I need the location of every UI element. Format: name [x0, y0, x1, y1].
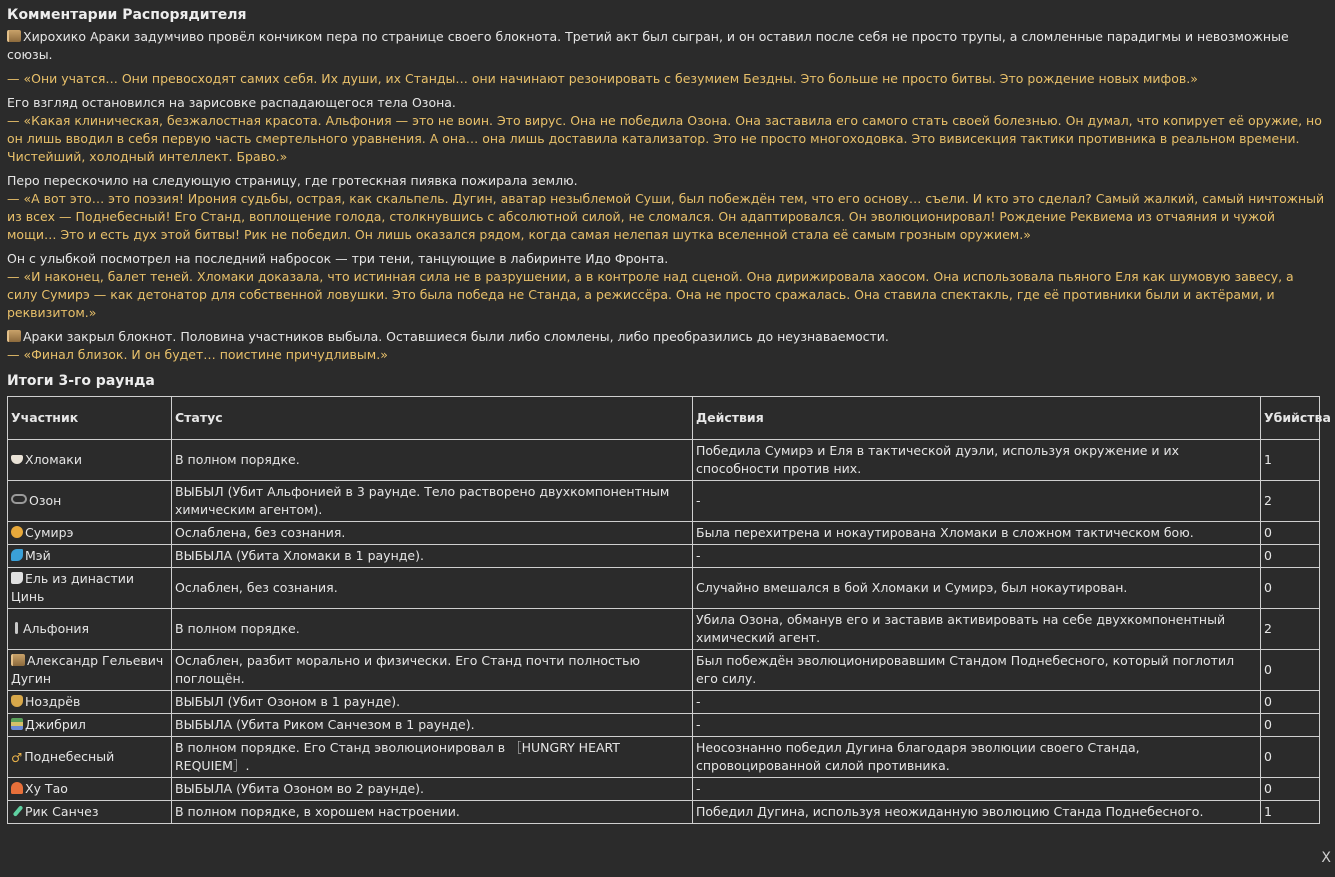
scroll-icon: [11, 654, 25, 666]
cell-status: Ослаблен, без сознания.: [172, 568, 693, 609]
table-title: Итоги 3-го раунда: [7, 373, 155, 389]
cell-name: Рик Санчез: [8, 801, 172, 824]
cell-name: Сумирэ: [8, 522, 172, 545]
table-row: [8, 778, 1320, 801]
cell-actions: -: [693, 481, 1261, 522]
cell-actions: Был побеждён эволюционировавшим Стандом Поднебесного, который поглотил его силу.: [693, 650, 1261, 691]
cell-kills: 0: [1261, 545, 1320, 568]
section-title: Комментарии Распорядителя: [7, 7, 247, 23]
cell-actions: Неосознанно победил Дугина благодаря эволюции своего Станда, спровоцированной силой противника.: [693, 737, 1261, 778]
header-actions: Действия: [693, 397, 1261, 440]
cell-kills: 0: [1261, 778, 1320, 801]
cell-actions: Победила Сумирэ и Еля в тактической дуэли, используя окружение и их способности против них.: [693, 440, 1261, 481]
male-icon: ♂: [11, 749, 23, 765]
mask-icon: [11, 695, 23, 707]
cell-status: Ослаблена, без сознания.: [172, 522, 693, 545]
narrative-para-2: Его взгляд остановился на зарисовке распадающегося тела Озона. — «Какая клиническая, безжалостная красота. Альфония — это не воин. Это вирус. Она не победила Озона. Она заставила его самого стать своей болезнью. Он думал, что копирует её оружие, но он лишь вводил в себя первую часть смертельного уравнения. А она… она лишь доставила катализатор. Это не просто многоходовка. Это вивисекция тактики противника в реальном времени. Чистейший, холодный интеллект. Браво.»: [7, 95, 1322, 164]
cell-kills: 0: [1261, 650, 1320, 691]
table-row: [8, 714, 1320, 737]
cell-actions: -: [693, 545, 1261, 568]
cell-actions: Случайно вмешался в бой Хломаки и Сумирэ, был нокаутирован.: [693, 568, 1261, 609]
glasses-icon: [11, 494, 27, 504]
cell-kills: 2: [1261, 481, 1320, 522]
cell-status: Ослаблен, разбит морально и физически. Его Станд почти полностью поглощён.: [172, 650, 693, 691]
narrative-para-3: Перо перескочило на следующую страницу, где гротескная пиявка пожирала землю. — «А вот это… это поэзия! Ирония судьбы, острая, как скальпель. Дугин, аватар незыблемой Суши, был побеждён тем, что его основу… съели. И кто это сделал? Самый жалкий, самый ничтожный из всех — Поднебесный! Его Станд, воплощение голода, столкнувшись с абсолютной силой, не сломался. Он адаптировался. Он эволюционировал! Рождение Реквиема из отчаяния и чужой мощи… Это и есть дух этой битвы! Рик не победил. Он лишь оказался рядом, когда самая нелепая шутка вселенной стала её самым грозным оружием.»: [7, 173, 1325, 242]
table-row: [8, 545, 1320, 568]
table-row: [8, 568, 1320, 609]
cell-status: В полном порядке.: [172, 609, 693, 650]
table-row: [8, 737, 1320, 778]
table-row: [8, 691, 1320, 714]
cell-actions: Победил Дугина, используя неожиданную эволюцию Станда Поднебесного.: [693, 801, 1261, 824]
table-row: [8, 609, 1320, 650]
narrative-para-4: Он с улыбкой посмотрел на последний набросок — три тени, танцующие в лабиринте Идо Фронта. — «И наконец, балет теней. Хломаки доказала, что истинная сила не в разрушении, а в контроле над сценой. Она дирижировала хаосом. Она использовала пьяного Еля как шумовую завесу, а силу Сумирэ — как детонатор для собственной ловушки. Это была победа не Станда, а режиссёра. Она не просто сражалась. Она ставила спектакль, где её противники были и актёрами, и реквизитом.»: [7, 251, 1294, 320]
cell-kills: 2: [1261, 609, 1320, 650]
table-row: [8, 650, 1320, 691]
cat-icon: [11, 526, 23, 538]
cell-name: Озон: [8, 481, 172, 522]
results-table: [7, 396, 1331, 824]
cell-kills: 1: [1261, 440, 1320, 481]
cell-status: В полном порядке, в хорошем настроении.: [172, 801, 693, 824]
pen-icon: [13, 805, 24, 817]
cell-status: ВЫБЫЛА (Убита Риком Санчезом в 1 раунде).: [172, 714, 693, 737]
books-icon: [11, 718, 23, 730]
table-row: [8, 481, 1320, 522]
cell-actions: -: [693, 778, 1261, 801]
header-participant: Участник: [8, 397, 172, 440]
table-row: [8, 801, 1320, 824]
cell-actions: -: [693, 714, 1261, 737]
table-row: [8, 522, 1320, 545]
cell-name: Александр Гельевич Дугин: [8, 650, 172, 691]
cell-status: ВЫБЫЛА (Убита Хломаки в 1 раунде).: [172, 545, 693, 568]
cell-name: Ель из династии Цинь: [8, 568, 172, 609]
cell-status: В полном порядке. Его Станд эволюционировал в ［HUNGRY HEART REQUIEM］.: [172, 737, 693, 778]
fork-icon: [15, 622, 18, 634]
narrative-para-1: Хирохико Араки задумчиво провёл кончиком пера по странице своего блокнота. Третий акт был сыгран, и он оставил после себя не просто трупы, а сломленные парадигмы и невозможные союзы.: [7, 29, 1289, 62]
scroll-icon: [7, 30, 21, 42]
cell-actions: -: [693, 691, 1261, 714]
cell-actions: Убила Озона, обманув его и заставив активировать на себе двухкомпонентный химический агент.: [693, 609, 1261, 650]
table-header-row: [8, 397, 1320, 440]
cell-name: Альфония: [8, 609, 172, 650]
narrative-quote-1: — «Они учатся… Они превосходят самих себя. Их души, их Станды… они начинают резонировать с безумием Бездны. Это больше не просто битвы. Это рождение новых мифов.»: [7, 71, 1198, 86]
cell-name: Джибрил: [8, 714, 172, 737]
cell-kills: 0: [1261, 737, 1320, 778]
close-icon[interactable]: X: [1321, 850, 1331, 866]
cell-actions: Была перехитрена и нокаутирована Хломаки в сложном тактическом бою.: [693, 522, 1261, 545]
cell-name: ♂ Поднебесный: [8, 737, 172, 778]
table-row: [8, 440, 1320, 481]
cell-kills: 0: [1261, 522, 1320, 545]
narrative-para-5: Араки закрыл блокнот. Половина участников выбыла. Оставшиеся были либо сломлены, либо преобразились до неузнаваемости. — «Финал близок. И он будет… поистине причудливым.»: [7, 329, 889, 362]
header-status: Статус: [172, 397, 693, 440]
cell-kills: 0: [1261, 691, 1320, 714]
cell-kills: 0: [1261, 568, 1320, 609]
butterfly-icon: [11, 782, 23, 794]
cell-name: Мэй: [8, 545, 172, 568]
cell-kills: 1: [1261, 801, 1320, 824]
header-kills: Убийства: [1261, 397, 1320, 440]
cell-name: Ху Тао: [8, 778, 172, 801]
dolphin-icon: [11, 549, 23, 561]
cell-kills: 0: [1261, 714, 1320, 737]
cell-status: ВЫБЫЛ (Убит Альфонией в 3 раунде. Тело растворено двухкомпонентным химическим агентом).: [172, 481, 693, 522]
cup-icon: [11, 455, 23, 464]
cell-name: Хломаки: [8, 440, 172, 481]
cell-status: В полном порядке.: [172, 440, 693, 481]
scroll-icon: [7, 330, 21, 342]
sock-icon: [11, 572, 23, 584]
cell-name: Ноздрёв: [8, 691, 172, 714]
cell-status: ВЫБЫЛ (Убит Озоном в 1 раунде).: [172, 691, 693, 714]
cell-status: ВЫБЫЛА (Убита Озоном во 2 раунде).: [172, 778, 693, 801]
